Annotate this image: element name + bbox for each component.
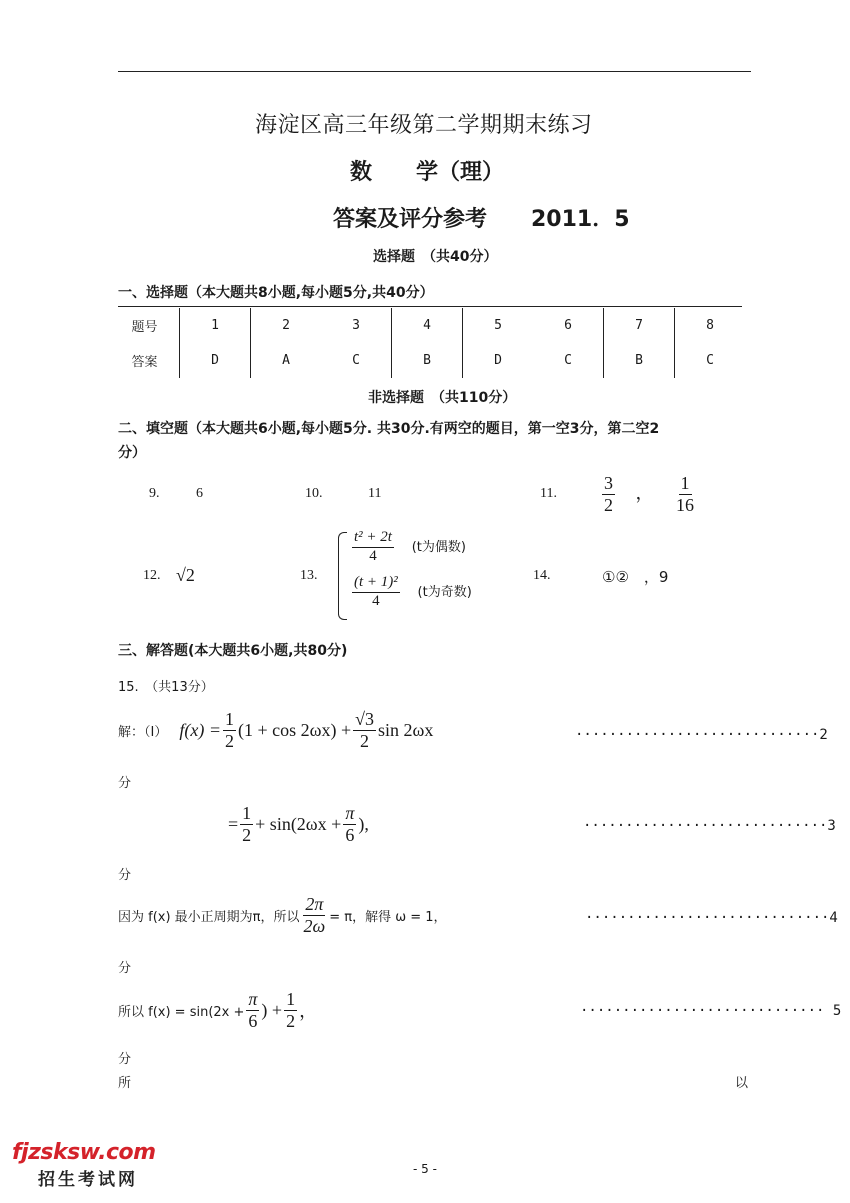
q13-number: 13.	[300, 568, 318, 583]
q9-answer: 6	[196, 486, 203, 501]
fraction: $\frac{1}{2}$	[286, 989, 296, 1031]
answer-table-rule	[118, 306, 742, 307]
answer-table	[110, 308, 745, 378]
q13-brace	[338, 532, 347, 620]
solution-step-2: = $\frac{1}{2}$ + sin(2ωx + $\frac{\pi}{6}$ ),	[228, 803, 369, 845]
question-number: 7	[604, 308, 675, 343]
score-unit: 分	[118, 868, 132, 883]
answer-cell: C	[706, 353, 714, 368]
row-label-answer: 答案	[110, 343, 180, 378]
page-number: - 5 -	[413, 1162, 437, 1176]
answer-cell: D	[180, 343, 251, 378]
answer-cell: C	[533, 343, 604, 378]
continuation-right: 以	[735, 1076, 749, 1091]
question-number: 5	[494, 318, 502, 333]
q9-number: 9.	[149, 486, 160, 501]
section3-heading: 三、解答题(本大题共6小题,共80分)	[118, 643, 348, 659]
section1-heading: 一、选择题（本大题共8小题,每小题5分,共40分）	[118, 285, 434, 301]
solution-step-4: 所以 f(x) = sin(2x + $\frac{\pi}{6}$ ) + $\frac{1}{2}$ ，	[118, 989, 318, 1031]
question-number: 4	[392, 308, 463, 343]
solution-step-3: 因为 f(x) 最小正周期为π，所以 $\frac{2\pi}{2\omega}$ = π，解得 ω = 1，	[118, 894, 447, 936]
q10-answer: 11	[368, 486, 382, 501]
score-marker: ·····························3	[583, 818, 836, 834]
fraction: $\frac{\pi}{6}$	[345, 803, 355, 845]
question-number: 3	[321, 308, 392, 343]
fraction: $\frac{1}{2}$	[242, 803, 252, 845]
q11-answer: $\frac{3}{2}$ ， $\frac{1}{16}$	[604, 473, 694, 515]
q14-answer: ①② ，9	[602, 568, 669, 586]
question-number: 1	[180, 308, 251, 343]
answer-cell: B	[392, 343, 463, 378]
fraction: $\frac{3}{2}$	[604, 473, 613, 515]
fraction: $\frac{\text{t² + 2t}}{4}$	[354, 529, 392, 564]
section2-heading: 二、填空题（本大题共6小题,每小题5分. 共30分.有两空的题目，第一空3分，第二空2	[118, 421, 660, 437]
score-marker: ····························· 5	[580, 1003, 842, 1019]
q13-case-even: $\frac{\text{t² + 2t}}{4}$ (t为偶数)	[354, 529, 466, 564]
answer-row	[110, 343, 745, 378]
question-number: 2	[282, 318, 290, 333]
fraction: $\frac{1}{2}$	[224, 709, 234, 751]
section2-heading-cont: 分）	[118, 445, 146, 461]
question-number: 8	[706, 318, 714, 333]
top-rule	[118, 71, 751, 72]
site-logo-name: 招生考试网	[38, 1170, 138, 1189]
choice-heading: 选择题 （共40分）	[373, 249, 498, 265]
document-title: 海淀区高三年级第二学期期末练习	[255, 113, 593, 138]
score-unit: 分	[118, 776, 132, 791]
q13-case-odd: $\frac{\text{(t + 1)²}}{4}$ (t为奇数)	[354, 574, 472, 609]
q10-number: 10.	[305, 486, 323, 501]
q11-number: 11.	[540, 486, 557, 501]
solution-step-1: 解：（Ⅰ） f(x) = $\frac{1}{2}$ (1 + cos 2ωx) + $\frac{√3}{2}$ sin 2ωx	[118, 709, 434, 751]
question-number-row	[110, 308, 745, 343]
answer-cell: D	[494, 353, 502, 368]
answer-cell: C	[321, 343, 392, 378]
subject-title: 数 学（理）	[350, 160, 505, 185]
site-logo	[12, 1140, 156, 1190]
fraction: $\frac{\pi}{6}$	[248, 989, 258, 1031]
continuation-left: 所	[118, 1076, 132, 1091]
answer-cell: A	[282, 353, 290, 368]
q12-number: 12.	[143, 568, 161, 583]
question-number: 6	[533, 308, 604, 343]
document-subtitle: 答案及评分参考 2011．5	[333, 207, 630, 232]
nonchoice-heading: 非选择题 （共110分）	[368, 390, 517, 406]
score-marker: ·····························2	[575, 727, 828, 743]
score-unit: 分	[118, 1052, 132, 1067]
q12-answer: √2	[176, 565, 195, 585]
fraction: $\frac{\text{(t + 1)²}}{4}$	[354, 574, 398, 609]
q14-number: 14.	[533, 568, 551, 583]
fraction: $\frac{1}{16}$	[676, 473, 694, 515]
fraction: $\frac{2\pi}{2\omega}$	[303, 894, 326, 936]
q15-title: 15. （共13分）	[118, 680, 214, 695]
site-logo-url: fjzsksw.com	[12, 1140, 156, 1165]
answer-cell: B	[604, 343, 675, 378]
row-label-question: 题号	[110, 308, 180, 343]
fraction: $\frac{√3}{2}$	[355, 709, 374, 751]
score-unit: 分	[118, 961, 132, 976]
score-marker: ·····························4	[585, 910, 838, 926]
